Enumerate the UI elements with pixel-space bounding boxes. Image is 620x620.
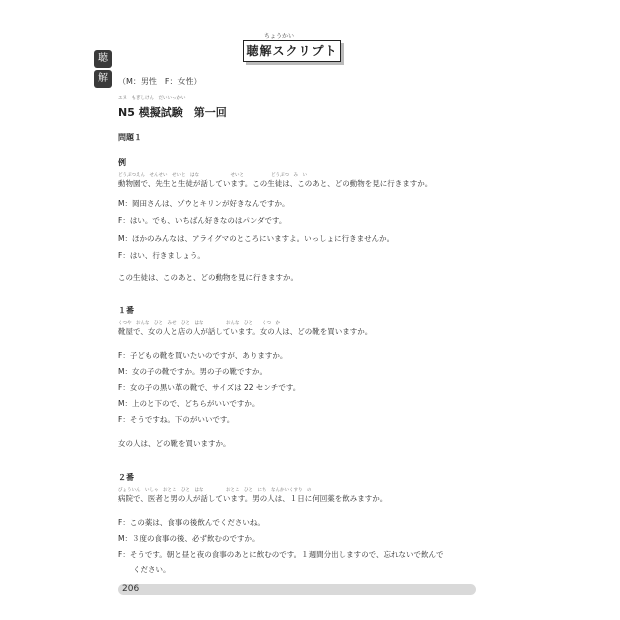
q2-intro-ruby: びょういん いしゃ おとこ ひと はな おとこ ひと にち なんかいくすり の xyxy=(118,488,312,493)
footer-bar xyxy=(118,584,476,595)
page-title: 聴解スクリプト xyxy=(243,40,341,62)
example-line: M：ほかのみんなは、アライグマのところにいますよ。いっしょに行きませんか。 xyxy=(118,234,395,243)
example-label: 例 xyxy=(118,157,126,167)
q2-line: F：この薬は、食事の後飲んでくださいね。 xyxy=(118,518,265,527)
q1-intro-ruby: くつや おんな ひと みせ ひと はな おんな ひと くつ か xyxy=(118,321,280,326)
speaker-legend: （M：男性 F：女性） xyxy=(118,77,202,86)
q1-label: １番 xyxy=(118,305,134,315)
example-intro: 動物園で、先生と生徒が話しています。この生徒は、このあと、どの動物を見に行きますか。 xyxy=(118,179,433,188)
example-line: M：岡田さんは、ゾウとキリンが好きなんですか。 xyxy=(118,199,290,208)
example-line: F：はい。でも、いちばん好きなのはパンダです。 xyxy=(118,216,287,225)
q2-line: ください。 xyxy=(118,565,171,574)
example-line: F：はい、行きましょう。 xyxy=(118,251,205,260)
q2-label: ２番 xyxy=(118,472,134,482)
q1-line: F：女の子の黒い革の靴で、サイズは 22 センチです。 xyxy=(118,383,301,392)
section-heading: 問題１ xyxy=(118,132,142,142)
side-tab-listening-2: 解 xyxy=(94,70,112,88)
q1-question: 女の人は、どの靴を買いますか。 xyxy=(118,439,231,448)
side-tab-listening-1: 聴 xyxy=(94,50,112,68)
page-number: 206 xyxy=(122,584,140,594)
q2-line: M：３度の食事の後、必ず飲むのですか。 xyxy=(118,534,260,543)
exam-title: N5 模擬試験 第一回 xyxy=(118,106,227,119)
q1-intro: 靴屋で、女の人と店の人が話しています。女の人は、どの靴を買いますか。 xyxy=(118,327,373,336)
example-intro-ruby: どうぶつえん せんせい せいと はな せいと どうぶつ み い xyxy=(118,173,307,178)
q1-line: F：そうですね。下のがいいです。 xyxy=(118,415,235,424)
q1-line: M：上のと下ので、どちらがいいですか。 xyxy=(118,399,260,408)
exam-title-ruby: エヌ もぎしけん だいいっかい xyxy=(118,96,186,101)
title-ruby: ちょうかい xyxy=(264,33,295,40)
q1-line: M：女の子の靴ですか。男の子の靴ですか。 xyxy=(118,367,267,376)
q2-intro: 病院で、医者と男の人が話しています。男の人は、１日に何回薬を飲みますか。 xyxy=(118,494,388,503)
q2-line: F：そうです。朝と昼と夜の食事のあとに飲むのです。１週間分出しますので、忘れないで飲んで xyxy=(118,550,444,559)
example-question: この生徒は、このあと、どの動物を見に行きますか。 xyxy=(118,273,298,282)
q1-line: F：子どもの靴を買いたいのですが、ありますか。 xyxy=(118,351,288,360)
